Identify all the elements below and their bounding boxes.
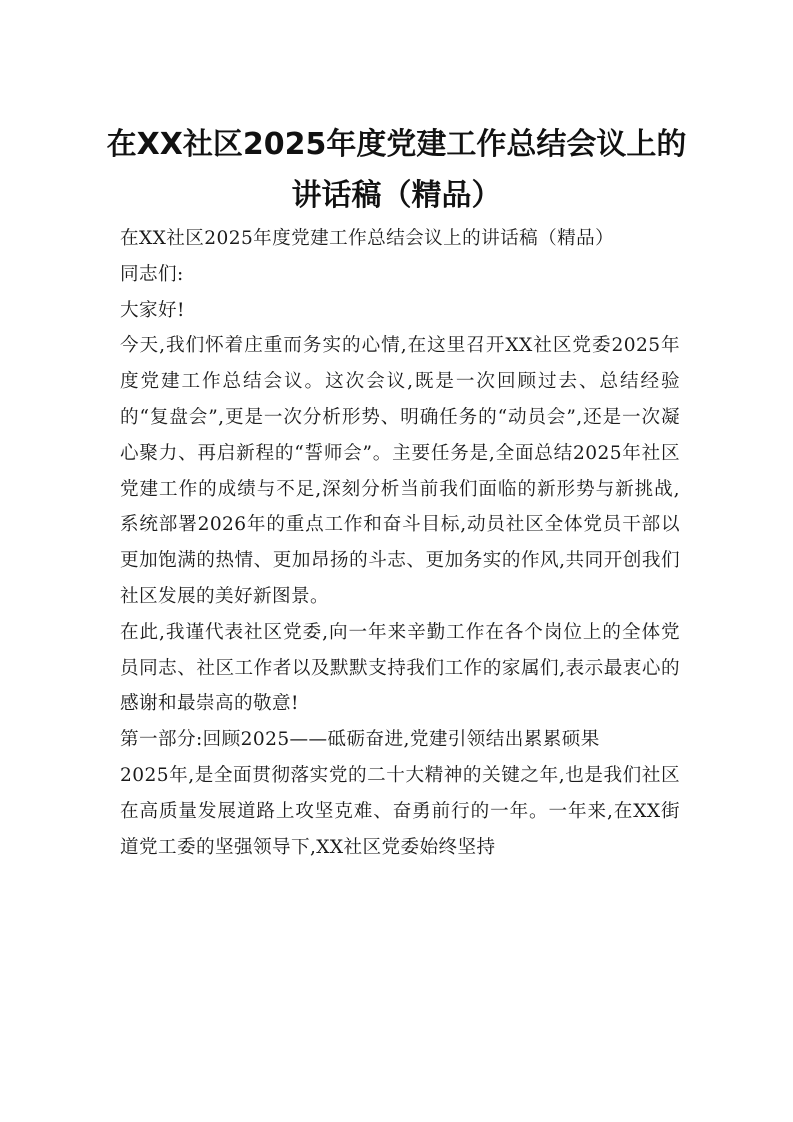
document-title-line-2: 讲话稿（精品） [291, 178, 502, 213]
greeting-paragraph: 大家好! [120, 299, 185, 321]
body-paragraph: 在此,我谨代表社区党委,向一年来辛勤工作在各个岗位上的全体党员同志、社区工作者以及默默支持我们工作的家属们,表示最衷心的感谢和最崇高的敬意! [120, 621, 680, 715]
subtitle-paragraph: 在XX社区2025年度党建工作总结会议上的讲话稿（精品） [120, 228, 615, 249]
body-paragraph: 今天,我们怀着庄重而务实的心情,在这里召开XX社区党委2025年度党建工作总结会议。这次会议,既是一次回顾过去、总结经验的“复盘会”,更是一次分析形势、明确任务的“动员会”,还是一次凝心聚力、再启新程的“誓师会”。主要任务是,全面总结2025年社区党建工作的成绩与不足,深刻分析当前我们面临的新形势与新挑战,系统部署2026年的重点工作和奋斗目标,动员社区全体党员干部以更加饱满的热情、更加昂扬的斗志、更加务实的作风,共同开创我们社区发展的美好新图景。 [120, 335, 680, 607]
document-body [120, 221, 680, 865]
document-title-line-1: 在XX社区2025年度党建工作总结会议上的 [106, 127, 687, 162]
salutation-paragraph: 同志们: [120, 263, 184, 285]
section-heading: 第一部分:回顾2025——砥砺奋进,党建引领结出累累硕果 [120, 729, 600, 751]
body-paragraph: 2025年,是全面贯彻落实党的二十大精神的关键之年,也是我们社区在高质量发展道路上攻坚克难、奋勇前行的一年。一年来,在XX街道党工委的坚强领导下,XX社区党委始终坚持 [120, 764, 680, 858]
